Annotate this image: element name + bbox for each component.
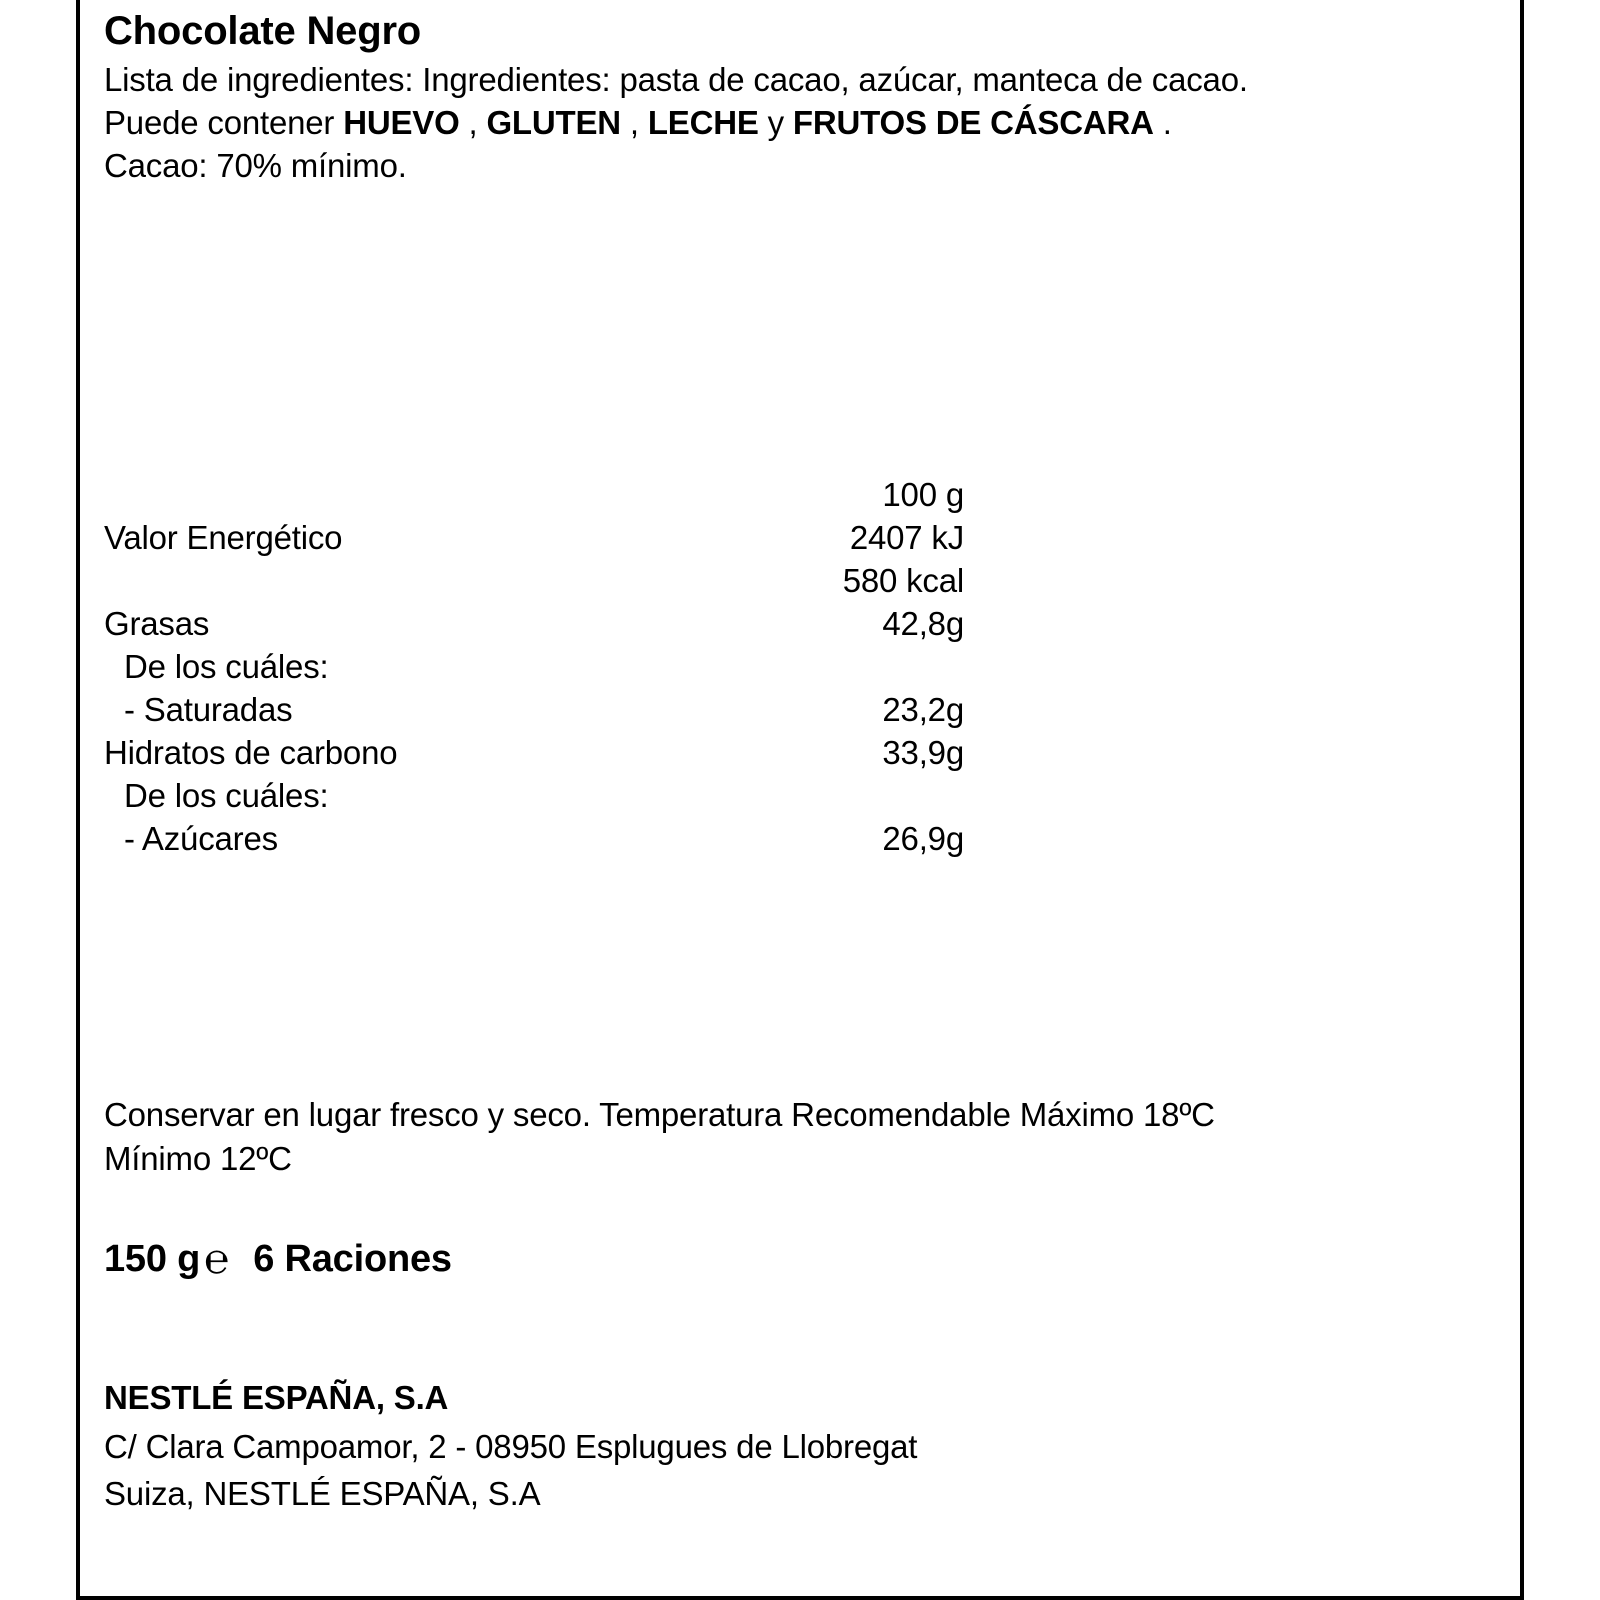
storage-line-1: Conservar en lugar fresco y seco. Temperatura Recomendable Máximo 18ºC [104,1096,1215,1133]
storage-line-2: Mínimo 12ºC [104,1140,292,1177]
nutrition-label-de-los-cuales-hidratos: De los cuáles: [124,777,329,814]
nutrition-label-energy: Valor Energético [104,519,343,556]
nutrition-label-hidratos-de-carbono: Hidratos de carbono [104,734,398,771]
company-information [104,1373,1304,1517]
table-row [104,731,1104,774]
company-name: NESTLÉ ESPAÑA, S.A [104,1379,449,1416]
table-row [104,774,1104,817]
allergen-prefix-text: Puede contener [104,104,344,141]
allergen-suffix-text: . [1153,104,1172,141]
allergen-gluten: GLUTEN [486,104,621,141]
nutrition-value-azucares: 26,9g [882,820,964,857]
product-label-frame [76,0,1524,1600]
company-origin: Suiza, NESTLÉ ESPAÑA, S.A [104,1475,541,1512]
table-row [104,688,1104,731]
nutrition-header-row [104,473,1104,516]
net-weight-section [104,1235,452,1283]
allergen-separator-3: y [758,104,793,141]
ingredients-list-line: Lista de ingredientes: Ingredientes: pasta de cacao, azúcar, manteca de cacao. [104,61,1248,98]
allergen-huevo: HUEVO [343,104,460,141]
table-row [104,817,1104,860]
estimated-sign-icon: ℮ [204,1235,230,1282]
allergen-separator-2: , [620,104,648,141]
storage-instructions [104,1093,1464,1181]
nutrition-label-grasas: Grasas [104,605,210,642]
company-address: C/ Clara Campoamor, 2 - 08950 Esplugues de Llobregat [104,1428,918,1465]
nutrition-label-saturadas: - Saturadas [124,691,293,728]
cacao-percentage-line: Cacao: 70% mínimo. [104,147,407,184]
table-row [104,516,1104,559]
net-weight-value: 150 g [104,1238,201,1280]
table-row [104,645,1104,688]
nutrition-column-header-100g: 100 g [882,476,964,513]
nutrition-label-azucares: - Azúcares [124,820,278,857]
table-row [104,559,1104,602]
nutrition-value-grasas: 42,8g [882,605,964,642]
nutrition-value-energy-kcal: 580 kcal [842,562,964,599]
allergen-separator-1: , [459,104,487,141]
nutrition-value-energy-kj: 2407 kJ [849,519,964,556]
nutrition-table [104,473,1104,860]
product-title: Chocolate Negro [104,9,422,53]
nutrition-value-saturadas: 23,2g [882,691,964,728]
table-row [104,602,1104,645]
allergen-frutos-de-cascara: FRUTOS DE CÁSCARA [792,104,1154,141]
servings-count: 6 Raciones [253,1238,452,1280]
label-header-section [104,8,1500,187]
nutrition-value-hidratos-de-carbono: 33,9g [882,734,964,771]
allergen-warning-line [104,101,1500,144]
nutrition-label-de-los-cuales-grasas: De los cuáles: [124,648,329,685]
allergen-leche: LECHE [647,104,759,141]
